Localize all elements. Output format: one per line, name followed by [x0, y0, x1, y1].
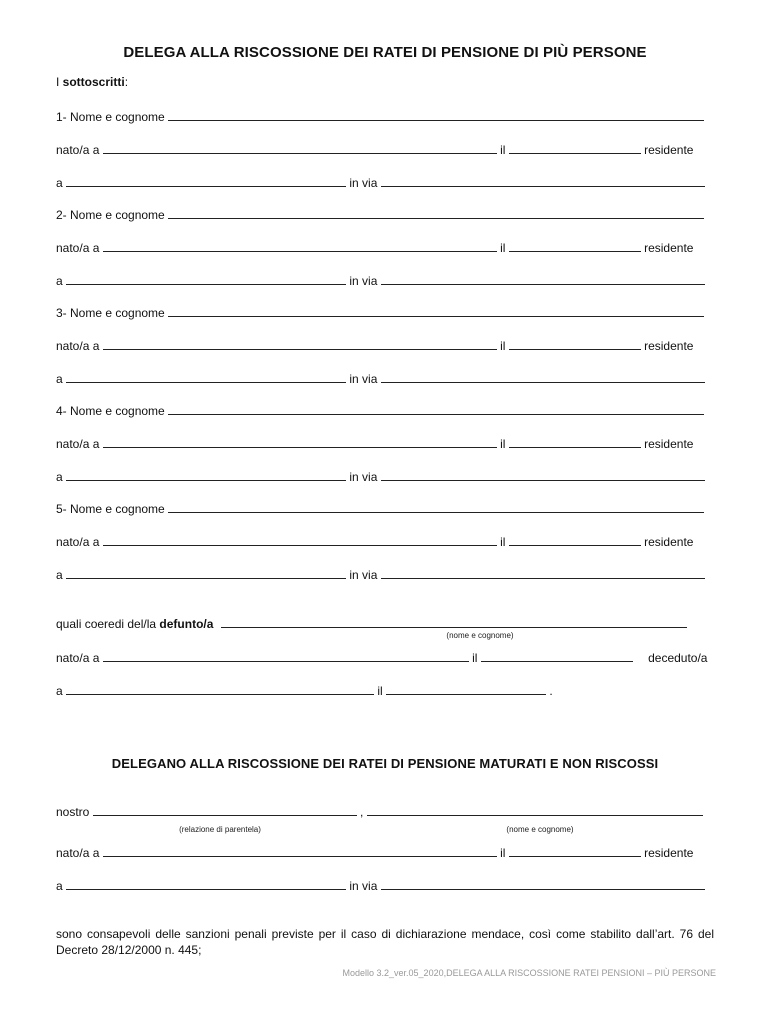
- person-1-birth-date-field[interactable]: [509, 142, 641, 154]
- deceased-name-field[interactable]: [221, 616, 687, 628]
- birth-date-label: il: [500, 437, 506, 451]
- person-5-name-field[interactable]: [168, 501, 704, 513]
- delegate-label: nostro: [56, 805, 90, 819]
- person-2-name-row: [56, 207, 714, 222]
- person-3-address-row: [56, 371, 714, 386]
- person-5-name-row: [56, 501, 714, 516]
- person-4-name-row: [56, 403, 714, 418]
- street-label: in via: [349, 274, 378, 288]
- person-2-city-field[interactable]: [66, 273, 346, 285]
- person-1-street-field[interactable]: [381, 175, 705, 187]
- person-name-label: 3- Nome e cognome: [56, 306, 165, 320]
- person-name-label: 1- Nome e cognome: [56, 110, 165, 124]
- person-5-birth-date-field[interactable]: [509, 534, 641, 546]
- person-1-city-field[interactable]: [66, 175, 346, 187]
- residence-label: residente: [644, 437, 694, 451]
- delegate-comma: ,: [360, 805, 364, 819]
- city-label: a: [56, 274, 63, 288]
- residence-label: residente: [644, 143, 694, 157]
- residence-label: residente: [644, 241, 694, 255]
- person-2-birth-place-field[interactable]: [103, 240, 497, 252]
- person-4-name-field[interactable]: [168, 403, 704, 415]
- birth-place-label: nato/a a: [56, 143, 100, 157]
- person-2-birth-date-field[interactable]: [509, 240, 641, 252]
- person-4-city-field[interactable]: [66, 469, 346, 481]
- delegate-birth-row: [56, 845, 714, 860]
- birth-place-label: nato/a a: [56, 651, 100, 665]
- person-4-birth-date-field[interactable]: [509, 436, 641, 448]
- residence-label: residente: [644, 339, 694, 353]
- delegate-birth-place-field[interactable]: [103, 845, 497, 857]
- birth-date-label: il: [500, 143, 506, 157]
- footer-model-code: Modello 3.2_ver.05_2020,DELEGA ALLA RISCOSSIONE RATEI PENSIONI – PIÙ PERSONE: [342, 968, 716, 978]
- residence-label: residente: [644, 535, 694, 549]
- intro-bold: sottoscritti: [62, 75, 125, 89]
- person-name-label: 5- Nome e cognome: [56, 502, 165, 516]
- person-5-address-row: [56, 567, 714, 582]
- intro-text: [56, 75, 714, 89]
- birth-place-label: nato/a a: [56, 846, 100, 860]
- street-label: in via: [349, 372, 378, 386]
- deceased-birth-row: [56, 650, 714, 665]
- delegate-row: [56, 804, 714, 819]
- period-mark: .: [549, 684, 553, 698]
- birth-place-label: nato/a a: [56, 241, 100, 255]
- person-2-address-row: [56, 273, 714, 288]
- person-1-birth-place-field[interactable]: [103, 142, 497, 154]
- person-1-birth-row: [56, 142, 714, 157]
- street-label: in via: [349, 176, 378, 190]
- birth-date-label: il: [472, 651, 478, 665]
- delegate-relation-field[interactable]: [93, 804, 357, 816]
- deceased-death-place-field[interactable]: [66, 683, 374, 695]
- birth-date-label: il: [500, 846, 506, 860]
- birth-place-label: nato/a a: [56, 437, 100, 451]
- delegate-city-field[interactable]: [66, 878, 346, 890]
- person-2-street-field[interactable]: [381, 273, 705, 285]
- birth-place-label: nato/a a: [56, 339, 100, 353]
- person-2-name-field[interactable]: [168, 207, 704, 219]
- city-label: a: [56, 372, 63, 386]
- delegate-street-field[interactable]: [381, 878, 705, 890]
- person-3-name-field[interactable]: [168, 305, 704, 317]
- person-3-street-field[interactable]: [381, 371, 705, 383]
- person-3-birth-date-field[interactable]: [509, 338, 641, 350]
- street-label: in via: [349, 568, 378, 582]
- delegate-relation-hint: (relazione di parentela): [179, 825, 261, 834]
- person-4-street-field[interactable]: [381, 469, 705, 481]
- person-2-birth-row: [56, 240, 714, 255]
- city-label: a: [56, 879, 63, 893]
- delegate-name-field[interactable]: [367, 804, 703, 816]
- deceased-prefix: quali coeredi del/la: [56, 617, 160, 631]
- person-5-birth-row: [56, 534, 714, 549]
- delegate-name-hint: (nome e cognome): [506, 825, 574, 834]
- deceased-label: deceduto/a: [648, 651, 708, 665]
- deceased-bold-label: defunto/a: [159, 617, 214, 631]
- person-4-address-row: [56, 469, 714, 484]
- person-name-label: 4- Nome e cognome: [56, 404, 165, 418]
- form-title: DELEGA ALLA RISCOSSIONE DEI RATEI DI PENSIONE DI PIÙ PERSONE: [123, 44, 647, 61]
- declaration-text: sono consapevoli delle sanzioni penali previste per il caso di dichiarazione mendace, così come stabilito dall’art. 76 del Decreto 28/12/2000 n. 445;: [56, 927, 714, 957]
- city-label: a: [56, 568, 63, 582]
- birth-date-label: il: [500, 339, 506, 353]
- birth-date-label: il: [500, 241, 506, 255]
- street-label: in via: [349, 470, 378, 484]
- intro-prefix: I: [56, 75, 63, 89]
- delegate-birth-date-field[interactable]: [509, 845, 641, 857]
- person-3-birth-place-field[interactable]: [103, 338, 497, 350]
- person-4-birth-place-field[interactable]: [103, 436, 497, 448]
- person-3-name-row: [56, 305, 714, 320]
- death-date-label: il: [377, 684, 383, 698]
- deceased-birth-date-field[interactable]: [481, 650, 633, 662]
- person-5-birth-place-field[interactable]: [103, 534, 497, 546]
- section2-title: DELEGANO ALLA RISCOSSIONE DEI RATEI DI PENSIONE MATURATI E NON RISCOSSI: [111, 756, 659, 771]
- city-label: a: [56, 470, 63, 484]
- deceased-death-date-field[interactable]: [386, 683, 546, 695]
- person-5-street-field[interactable]: [381, 567, 705, 579]
- birth-place-label: nato/a a: [56, 535, 100, 549]
- street-label: in via: [349, 879, 378, 893]
- person-1-name-field[interactable]: [168, 109, 704, 121]
- person-name-label: 2- Nome e cognome: [56, 208, 165, 222]
- birth-date-label: il: [500, 535, 506, 549]
- city-label: a: [56, 176, 63, 190]
- deceased-birth-place-field[interactable]: [103, 650, 469, 662]
- person-1-address-row: [56, 175, 714, 190]
- deceased-name-hint: (nome e cognome): [446, 631, 514, 640]
- person-1-name-row: [56, 109, 714, 124]
- person-3-city-field[interactable]: [66, 371, 346, 383]
- death-place-label: a: [56, 684, 63, 698]
- person-4-birth-row: [56, 436, 714, 451]
- person-3-birth-row: [56, 338, 714, 353]
- intro-suffix: :: [124, 75, 129, 89]
- person-5-city-field[interactable]: [66, 567, 346, 579]
- deceased-death-row: [56, 683, 714, 698]
- delegate-address-row: [56, 878, 714, 893]
- deceased-name-row: [56, 616, 714, 631]
- residence-label: residente: [644, 846, 694, 860]
